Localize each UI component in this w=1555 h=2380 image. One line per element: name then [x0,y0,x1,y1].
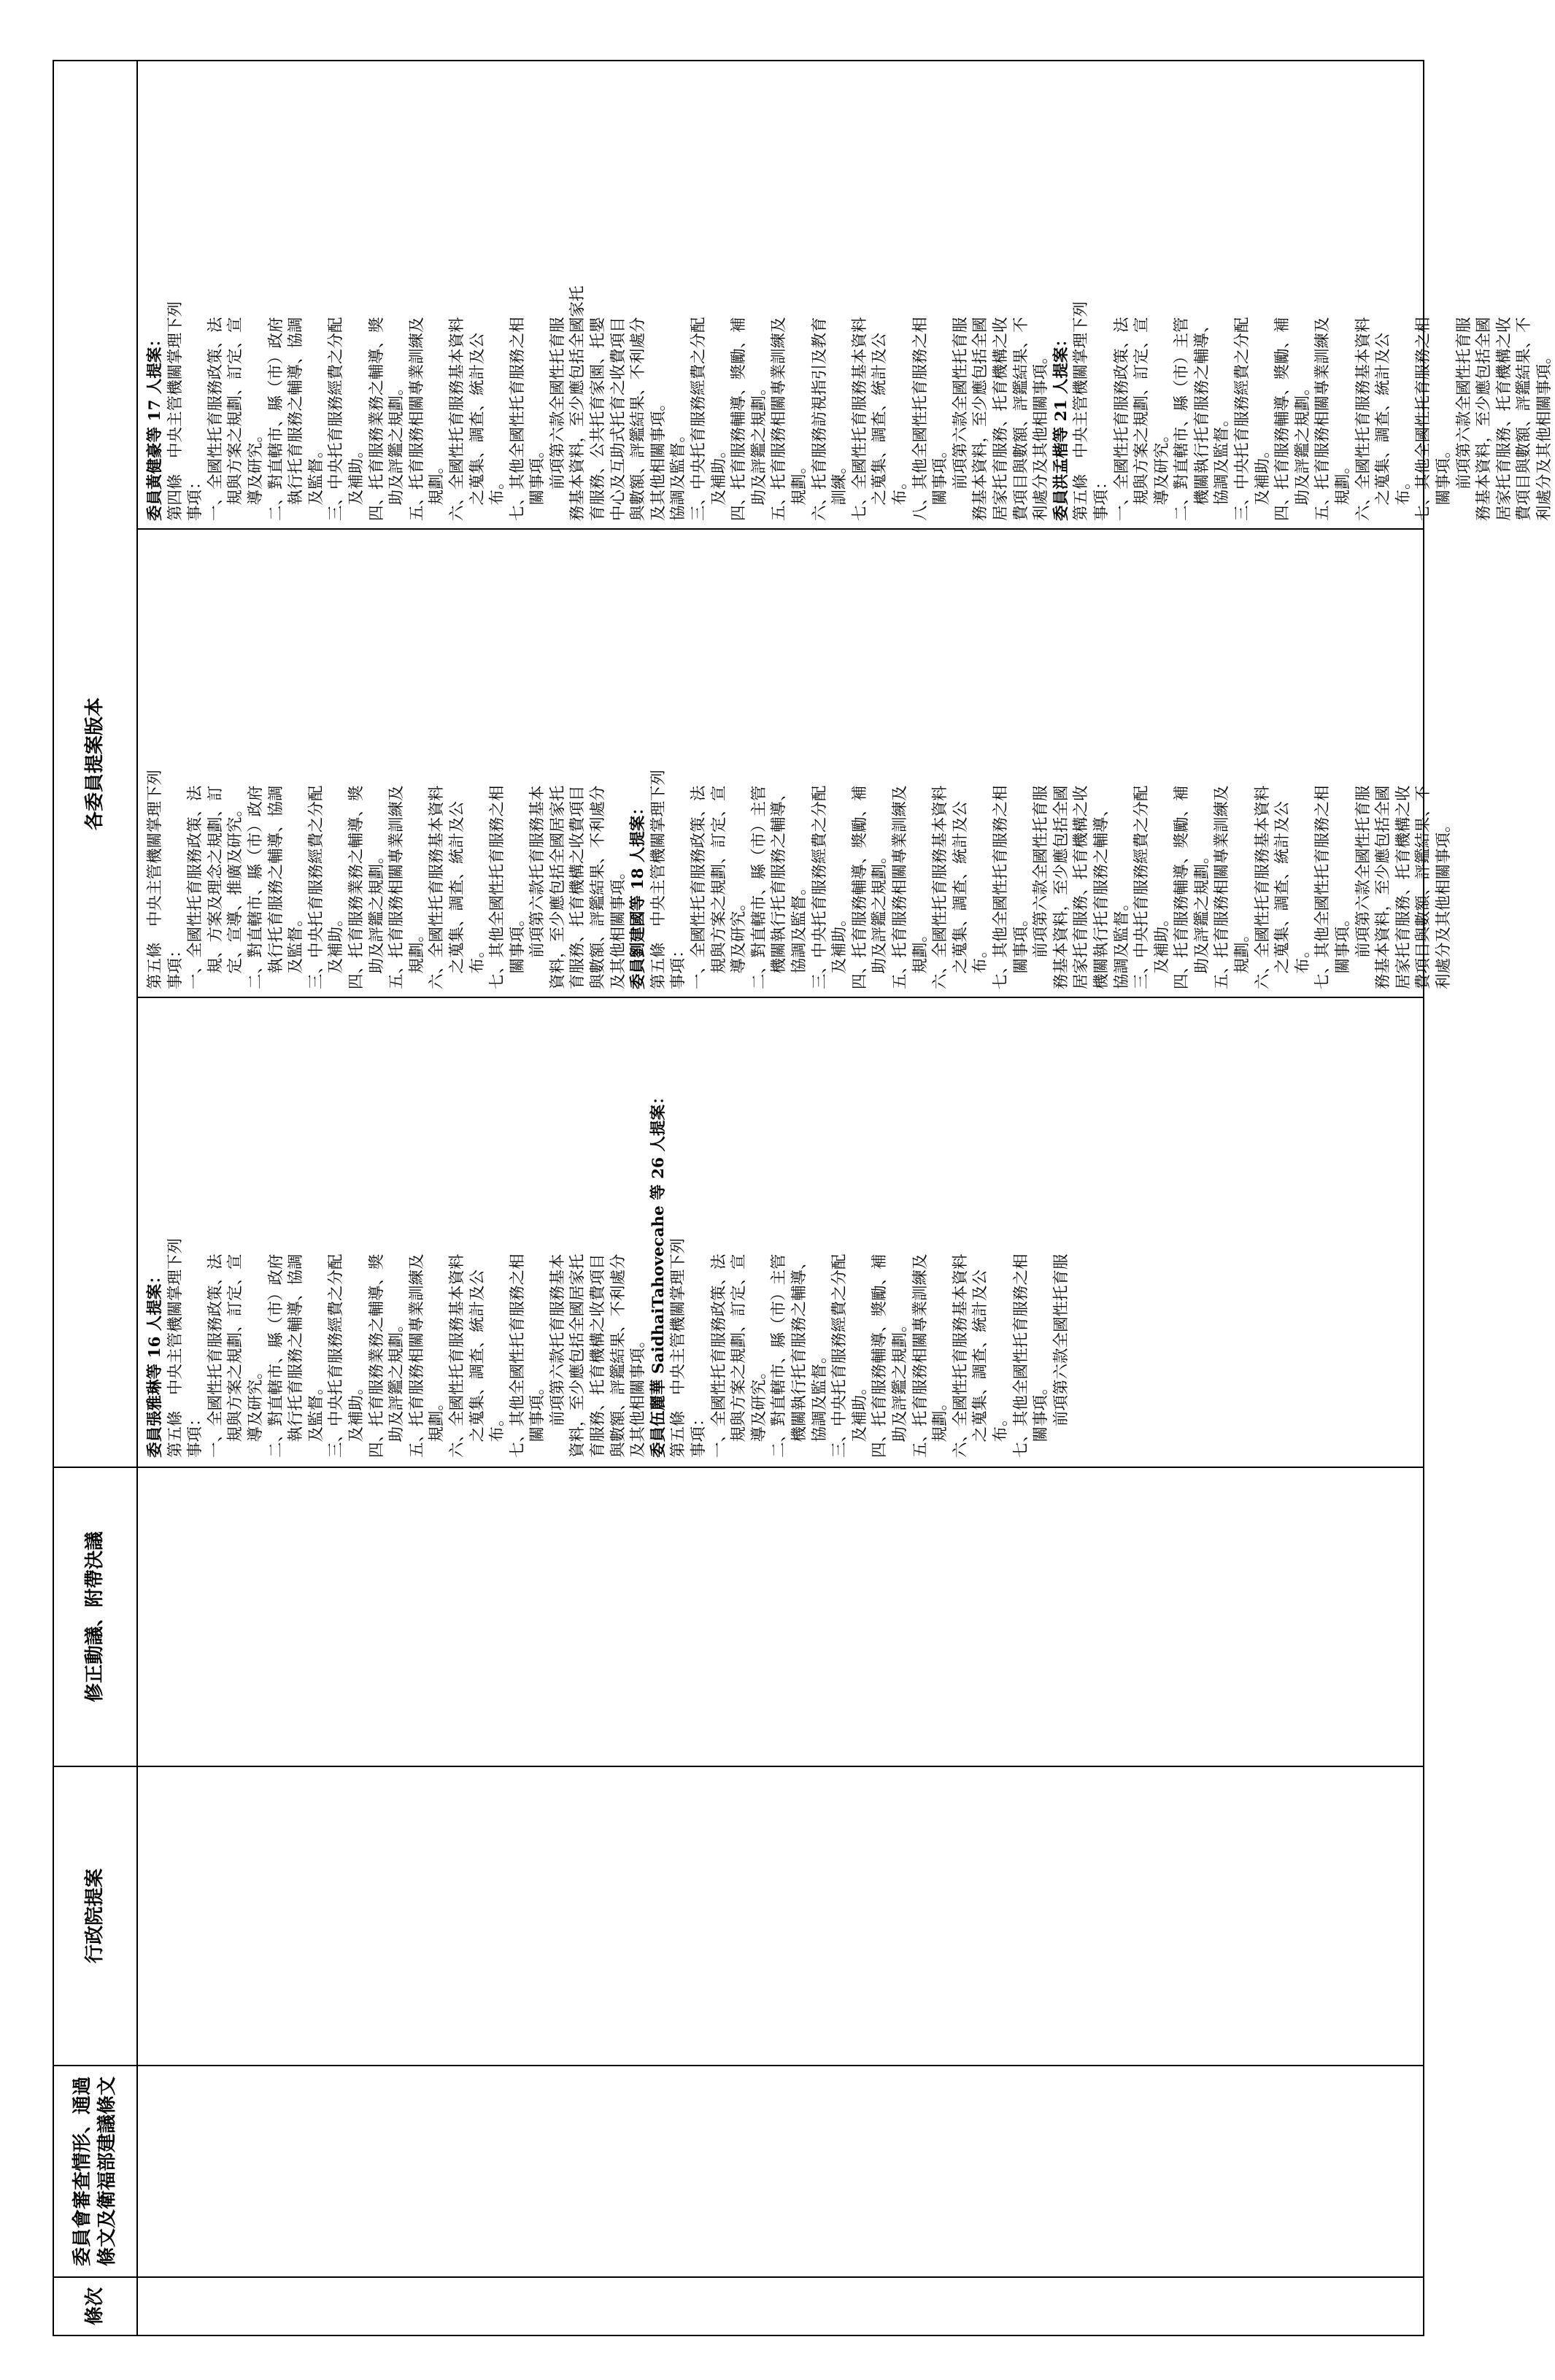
proposal-text-line: 及補助。 [327,911,346,989]
proposal-text-line: 務基本資料，至少應包括全國 [1052,785,1070,989]
proposal-text-line: 之蒐集、調查、統計及公 [1374,332,1393,521]
proposal-text-line: 前項第六款托育服務基本 [528,785,547,989]
proposal-text-line: 育服務、托育機構之收費項目 [568,785,587,989]
proposal-text-line: 機關執行托育服務之輔導、 [790,1253,809,1458]
header-amendment-motions: 修正動議、附帶決議 [54,1467,136,1766]
proposal-text-line: 規與方案之規劃、訂定、宣 [730,1253,749,1458]
comparison-table [53,60,1554,2336]
proposal-text-line: 三、中央托育服務經費之分配 [810,785,829,989]
proposal-text-line: 第四條 中央主管機關掌理下列 [166,301,185,521]
proposal-text-line: 布。 [468,942,487,989]
member-proposals-column-1 [138,998,1423,1467]
proposal-text-line: 規與方案之規劃、訂定、宣 [226,1253,245,1458]
proposal-text-line: 關事項。 [528,1379,547,1458]
header-member-proposals: 各委員提案版本 [83,698,106,831]
proposal-text-line: 五、托育服務相關專業訓練及 [1213,785,1232,989]
proposal-text-line: 費項目與數額、評鑑結果、不 [1515,317,1534,521]
proposal-text-line: 利處分及其他相關事項。 [1032,348,1051,521]
member-proposals-column-3 [138,61,1554,530]
proposal-text-line: 及監督。 [306,1379,325,1458]
proposal-text-line: 機關執行托育服務之輔導、 [770,785,789,989]
proposal-text-line: 六、全國性托育服務基本資料 [447,317,466,521]
proposal-text-line: 機關執行托育服務之輔導、 [1092,800,1111,989]
proposal-text-line: 務基本資料，至少應包括全國家托 [568,285,587,521]
proposal-text-line: 布。 [1293,942,1312,989]
proposal-text-line: 二、對直轄市、縣（市）政府 [266,1253,285,1458]
proposal-text-line: 事項： [186,474,205,521]
proposal-text-line: 協調及監督。 [790,879,809,989]
proposal-text-line: 之蒐集、調查、統計及公 [468,332,487,521]
proposal-title: 委員劉建國等 18 人提案： [629,800,648,989]
proposal-text-line: 前項第六款全國性托育服 [1052,1253,1070,1458]
proposal-text-line: 及補助。 [347,1379,366,1458]
proposal-text-line: 事項： [1092,474,1111,521]
proposal-text-line: 事項： [166,942,185,989]
proposal-text-line: 三、中央托育服務經費之分配 [830,1253,849,1458]
proposal-text-line: 一、全國性托育服務政策、法 [690,785,709,989]
proposal-text-line: 事項： [690,1410,709,1458]
proposal-text-line: 助及評鑑之規劃。 [387,379,406,521]
cell-amendment-motions [138,1467,1423,1766]
proposal-text-line: 六、全國性托育服務基本資料 [951,1253,970,1458]
proposal-text-line: 之蒐集、調查、統計及公 [1273,800,1292,989]
proposal-text-line: 及監督。 [306,442,325,521]
proposal-text-line: 規劃。 [1233,926,1252,989]
proposal-text-line: 二、對直轄市、縣（市）政府 [266,317,285,521]
proposal-text-line: 務基本資料，至少應包括全國 [1374,785,1393,989]
member-proposal [1052,70,1555,521]
proposal-text-line: 三、中央托育服務經費之分配 [327,317,346,521]
proposal-text-line: 執行托育服務之輔導、協調 [266,785,285,989]
proposal-text-line: 關事項。 [508,911,527,989]
proposal-text-line: 三、中央托育服務經費之分配 [306,785,325,989]
proposal-text-line: 四、托育服務輔導、獎勵、補 [1173,785,1192,989]
proposal-text-line: 四、托育服務輔導、獎勵、補 [1273,317,1292,521]
proposal-text-line: 之蒐集、調查、統計及公 [971,1269,990,1458]
proposal-text-line: 規劃。 [790,457,809,521]
proposal-text-line: 六、全國性托育服務基本資料 [1253,785,1272,989]
proposal-text-line: 五、托育服務相關專業訓練及 [387,785,406,989]
proposal-title: 委員洪孟楷等 21 人提案： [1052,331,1070,521]
proposal-text-line: 及補助。 [1253,442,1272,521]
proposal-text-line: 規劃。 [428,1394,447,1458]
proposal-text-line: 及補助。 [709,442,728,521]
proposal-text-line: 一、全國性托育服務政策、法 [206,317,225,521]
proposal-text-line: 前項第六款全國性托育服 [1032,785,1051,989]
proposal-text-line: 四、托育服務業務之輔導、獎 [367,317,386,521]
proposal-text-line: 務基本資料，至少應包括全國 [971,317,990,521]
proposal-text-line: 及補助。 [830,911,849,989]
proposal-text-line: 第五條 中央主管機關掌理下列 [1072,301,1091,521]
proposal-text-line: 助及評鑑之規劃。 [1192,848,1211,989]
proposal-text-line: 五、托育服務相關專業訓練及 [407,1253,426,1458]
cell-article-no [138,2276,1423,2335]
proposal-text-line: 事項： [186,1410,205,1458]
proposal-text-line: 一、全國性托育服務政策、法 [206,1253,225,1458]
proposal-title: 委員張雅琳等 16 人提案： [146,1268,164,1458]
proposal-text-line: 及補助。 [347,442,366,521]
member-proposal [1092,538,1454,989]
proposal-text-line: 關事項。 [931,442,950,521]
cell-committee-review [138,2065,1423,2276]
proposal-text-line: 之蒐集、調查、統計及公 [468,1269,487,1458]
member-proposal [145,538,628,989]
member-proposal [145,1007,649,1458]
proposal-text-line: 事項： [669,942,688,989]
proposal-text-line: 協調及監督。 [1213,411,1232,521]
proposal-text-line: 七、其他全國性托育服務之相 [1414,317,1433,521]
proposal-text-line: 助及評鑑之規劃。 [890,1316,909,1458]
proposal-text-line: 布。 [890,474,909,521]
proposal-text-line: 居家托育服務、托育機構之收 [1072,785,1091,989]
proposal-text-line: 關事項。 [1435,442,1453,521]
proposal-text-line: 五、托育服務相關專業訓練及 [890,785,909,989]
proposal-text-line: 及其他相關事項。 [649,395,668,521]
proposal-text-line: 一、全國性托育服務政策、法 [709,1253,728,1458]
proposal-text-line: 導及研究。 [246,1363,265,1458]
proposal-text-line: 費項目與數額、評鑑結果、不 [1011,317,1030,521]
proposal-text-line: 七、其他全國性托育服務之相 [508,1253,527,1458]
member-proposal [649,1007,1071,1458]
proposal-text-line: 規劃。 [428,457,447,521]
proposal-text-line: 五、托育服務相關專業訓練及 [1313,317,1332,521]
proposal-text-line: 五、托育服務相關專業訓練及 [911,1253,930,1458]
proposal-text-line: 布。 [1394,474,1413,521]
proposal-text-line: 二、對直轄市、縣（市）主管 [770,1253,789,1458]
proposal-text-line: 訓練。 [830,457,849,521]
proposal-text-line: 四、托育服務輔導、獎勵、補 [850,785,869,989]
proposal-text-line: 資料，至少應包括全國居家托 [548,785,567,989]
proposal-text-line: 第五條 中央主管機關掌理下列 [166,1237,185,1458]
proposal-text-line: 四、托育服務業務之輔導、獎 [347,785,366,989]
proposal-text-line: 第五條 中央主管機關掌理下列 [146,769,164,989]
proposal-text-line: 中心及互助式托育之收費項目 [609,317,628,521]
proposal-text-line: 第五條 中央主管機關掌理下列 [669,1237,688,1458]
proposal-text-line: 三、中央托育服務經費之分配 [1133,785,1151,989]
proposal-text-line: 關事項。 [1011,911,1030,989]
proposal-text-line: 規與方案之規劃、訂定、宣 [1133,317,1151,521]
proposal-text-line: 三、中央托育服務經費之分配 [1233,317,1252,521]
proposal-text-line: 三、中央托育服務經費之分配 [690,317,709,521]
proposal-text-line: 規劃。 [407,926,426,989]
proposal-title: 委員黃健豪等 17 人提案： [146,331,164,521]
proposal-text-line: 布。 [488,1410,507,1458]
proposal-text-line: 七、其他全國性托育服務之相 [508,317,527,521]
proposal-text-line: 利處分及其他相關事項。 [1535,348,1554,521]
proposal-text-line: 二、對直轄市、縣（市）政府 [246,785,265,989]
proposal-text-line: 利處分及其他相關事項。 [1435,816,1453,989]
proposal-text-line: 七、其他全國性托育服務之相 [1313,785,1332,989]
proposal-text-line: 六、全國性托育服務基本資料 [447,1253,466,1458]
proposal-text-line: 及監督。 [287,911,306,989]
proposal-text-line: 導及研究。 [246,426,265,521]
proposal-text-line: 四、托育服務輔導、獎勵、補 [730,317,749,521]
proposal-text-line: 居家托育服務、托育機構之收 [991,317,1010,521]
proposal-text-line: 及其他相關事項。 [629,1332,648,1458]
proposal-text-line: 布。 [971,942,990,989]
proposal-text-line: 前項第六款全國性托育服 [951,317,970,521]
proposal-text-line: 定、宣導、推廣及研究。 [226,800,245,989]
proposal-text-line: 六、托育服務訪視指引及教育 [810,317,829,521]
cell-executive-proposal [138,1766,1423,2065]
proposal-text-line: 六、全國性托育服務基本資料 [1354,317,1373,521]
proposal-text-line: 與數額、評鑑結果、不利處分 [629,317,648,521]
proposal-text-line: 與數額、評鑑結果、不利處分 [589,785,608,989]
proposal-text-line: 二、對直轄市、縣（市）主管 [749,785,768,989]
proposal-text-line: 機關執行托育服務之輔導、 [1192,317,1211,521]
header-committee-review: 委員會審查情形、通過條文及衛福部建議條文 [54,2065,136,2276]
proposal-text-line: 執行托育服務之輔導、協調 [287,317,306,521]
proposal-text-line: 一、全國性托育服務政策、法 [186,785,205,989]
proposal-text-line: 務基本資料，至少應包括全國 [1475,317,1494,521]
proposal-text-line: 居家托育服務、托育機構之收 [1394,785,1413,989]
proposal-text-line: 七、全國性托育服務基本資料 [850,317,869,521]
proposal-text-line: 助及評鑑之規劃。 [387,1316,406,1458]
proposal-text-line: 前項第六款全國性托育服 [548,317,567,521]
proposal-text-line: 關事項。 [1032,1379,1051,1458]
proposal-text-line: 之蒐集、調查、統計及公 [951,800,970,989]
proposal-text-line: 之蒐集、調查、統計及公 [447,800,466,989]
proposal-text-line: 四、托育服務輔導、獎勵、補 [871,1253,890,1458]
header-article-no: 條次 [54,2276,136,2335]
proposal-text-line: 規、方案及理念之規劃、訂 [206,785,225,989]
proposal-text-line: 一、全國性托育服務政策、法 [1112,317,1131,521]
proposal-text-line: 前項第六款全國性托育服 [1454,317,1473,521]
proposal-text-line: 協調及監督。 [669,426,688,521]
proposal-text-line: 第五條 中央主管機關掌理下列 [649,769,668,989]
proposal-text-line: 居家托育服務、托育機構之收 [1494,317,1513,521]
proposal-text-line: 二、對直轄市、縣（市）主管 [1173,317,1192,521]
member-proposal [668,70,1051,521]
proposal-text-line: 六、全國性托育服務基本資料 [931,785,950,989]
proposal-text-line: 八、其他全國性托育服務之相 [911,317,930,521]
proposal-text-line: 前項第六款全國性托育服 [1354,785,1373,989]
proposal-text-line: 四、托育服務業務之輔導、獎 [367,1253,386,1458]
proposal-text-line: 導及研究。 [1152,426,1171,521]
proposal-text-line: 七、其他全國性托育服務之相 [488,785,507,989]
proposal-text-line: 布。 [488,474,507,521]
proposal-text-line: 執行托育服務之輔導、協調 [287,1253,306,1458]
proposal-text-line: 費項目與數額、評鑑結果、不 [1414,785,1433,989]
proposal-text-line: 規劃。 [911,926,930,989]
proposal-text-line: 資料，至少應包括全國居家托 [568,1253,587,1458]
proposal-text-line: 及補助。 [850,1379,869,1458]
proposal-text-line: 助及評鑑之規劃。 [749,379,768,521]
proposal-text-line: 協調及監督。 [1112,895,1131,989]
proposal-text-line: 規劃。 [1334,457,1353,521]
member-proposal [145,70,668,521]
proposal-text-line: 及補助。 [1152,911,1171,989]
proposal-title: 委員伍麗華 SaidhaiTahovecahe 等 26 人提案： [649,1089,668,1458]
proposal-text-line: 關事項。 [1334,911,1353,989]
proposal-text-line: 及其他相關事項。 [609,863,628,989]
proposal-text-line: 六、全國性托育服務基本資料 [428,785,447,989]
proposal-text-line: 五、托育服務相關專業訓練及 [407,317,426,521]
proposal-text-line: 布。 [991,1410,1010,1458]
proposal-text-line: 規與方案之規劃、訂定、宣 [226,317,245,521]
proposal-text-line: 七、其他全國性托育服務之相 [1011,1253,1030,1458]
proposal-text-line: 前項第六款托育服務基本 [548,1253,567,1458]
proposal-text-line: 導及研究。 [730,895,749,989]
proposal-text-line: 與數額、評鑑結果、不利處分 [609,1253,628,1458]
proposal-text-line: 規劃。 [931,1394,950,1458]
proposal-text-line: 協調及監督。 [810,1348,829,1458]
proposal-text-line: 七、其他全國性托育服務之相 [991,785,1010,989]
proposal-text-line: 之蒐集、調查、統計及公 [871,332,890,521]
proposal-text-line: 助及評鑑之規劃。 [367,848,386,989]
proposal-text-line: 育服務、公共托育家園、托嬰 [589,317,608,521]
proposal-text-line: 三、中央托育服務經費之分配 [327,1253,346,1458]
proposal-text-line: 導及研究。 [749,1363,768,1458]
proposal-text-line: 助及評鑑之規劃。 [871,848,890,989]
member-proposals-column-2 [138,530,1453,998]
proposal-text-line: 五、托育服務相關專業訓練及 [770,317,789,521]
member-proposal [628,538,1092,989]
proposal-text-line: 規與方案之規劃、訂定、宣 [709,785,728,989]
proposal-text-line: 助及評鑑之規劃。 [1293,379,1312,521]
proposal-text-line: 關事項。 [528,442,547,521]
header-executive-proposal: 行政院提案 [54,1766,136,2065]
table-header-row [54,61,138,2335]
proposal-text-line: 育服務、托育機構之收費項目 [589,1253,608,1458]
